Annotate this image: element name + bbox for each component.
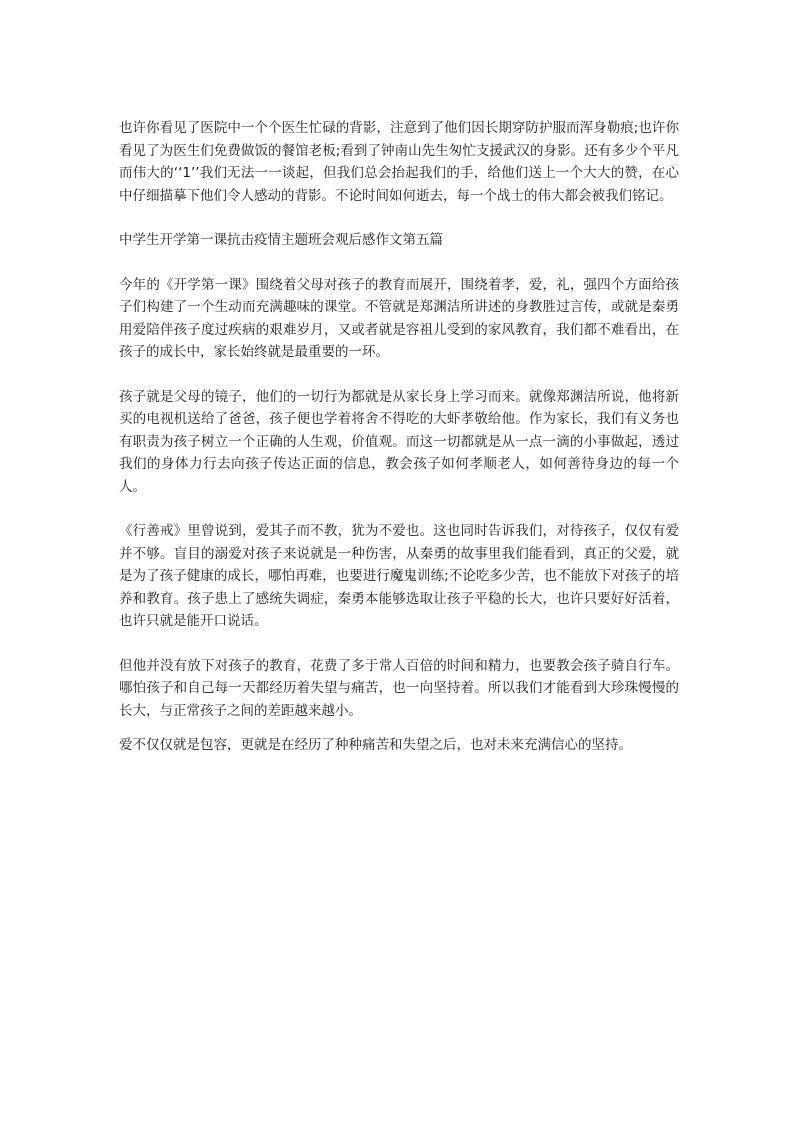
paragraph-1: 也许你看见了医院中一个个医生忙碌的背影，注意到了他们因长期穿防护服而浑身勒痕;也许你看见了为医生们免费做饭的餐馆老板;看到了钟南山先生匆忙支援武汉的身影。还有多少个平凡而伟大的‘‘1’’我们无法一一谈起，但我们总会抬起我们的手，给他们送上一个大大的赞，在心中仔细描摹下他们令人感动的背影。不论时间如何逝去，每一个战士的伟大都会被我们铭记。 <box>119 120 679 204</box>
paragraph-2: 今年的《开学第一课》围绕着父母对孩子的教育而展开，围绕着孝，爱，礼，强四个方面给孩子们构建了一个生动而充满趣味的课堂。不管就是郑渊洁所讲述的身教胜过言传，或就是秦勇用爱陪伴孩子度过疾病的艰难岁月，又或者就是容祖儿受到的家风教育，我们都不难看出，在孩子的成长中，家长始终就是最重要的一环。 <box>119 276 679 360</box>
document-body <box>119 117 679 757</box>
paragraph-4: 《行善戒》里曾说到，爱其子而不教，犹为不爱也。这也同时告诉我们，对待孩子，仅仅有爱并不够。盲目的溺爱对孩子来说就是一种伤害，从秦勇的故事里我们能看到，真正的父爱，就是为了孩子健康的成长，哪怕再难，也要进行魔鬼训练;不论吃多少苦，也不能放下对孩子的培养和教育。孩子患上了感统失调症，秦勇本能够选取让孩子平稳的长大，也许只要好好活着，也许只就是能开口说话。 <box>119 523 679 629</box>
paragraph-5: 但他并没有放下对孩子的教育，花费了多于常人百倍的时间和精力，也要教会孩子骑自行车。哪怕孩子和自己每一天都经历着失望与痛苦，也一向坚持着。所以我们才能看到大珍珠慢慢的长大，与正常孩子之间的差距越来越小。 <box>119 657 679 719</box>
essay-heading: 中学生开学第一课抗击疫情主题班会观后感作文第五篇 <box>119 232 443 248</box>
paragraph-6: 爱不仅仅就是包容，更就是在经历了种种痛苦和失望之后，也对未来充满信心的坚持。 <box>119 737 632 753</box>
paragraph-3: 孩子就是父母的镜子，他们的一切行为都就是从家长身上学习而来。就像郑渊洁所说，他将新买的电视机送给了爸爸，孩子便也学着将舍不得吃的大虾孝敬给他。作为家长，我们有义务也有职责为孩子树立一个正确的人生观，价值观。而这一切都就是从一点一滴的小事做起，透过我们的身体力行去向孩子传达正面的信息，教会孩子如何孝顺老人，如何善待身边的每一个人。 <box>119 388 679 495</box>
